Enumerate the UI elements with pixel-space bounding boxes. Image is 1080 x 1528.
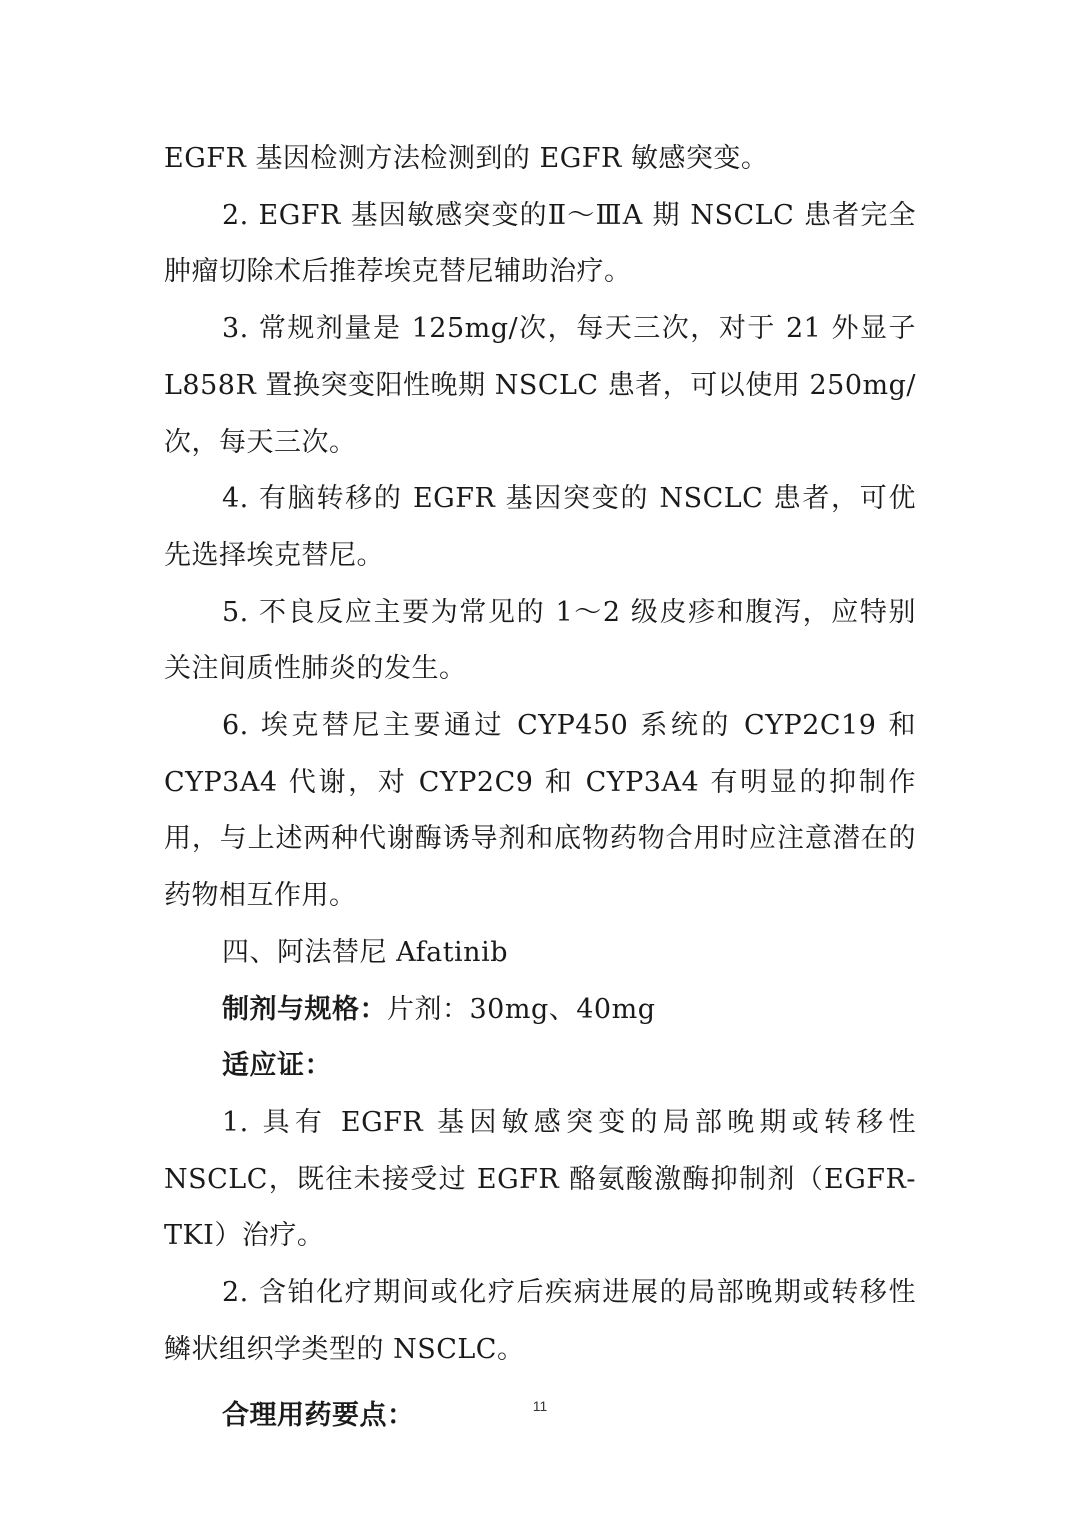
paragraph-item-3: 3. 常规剂量是 125mg/次，每天三次，对于 21 外显子 L858R 置换突变阳性晚期 NSCLC 患者，可以使用 250mg/次，每天三次。 [164,313,916,458]
paragraph-item-4: 4. 有脑转移的 EGFR 基因突变的 NSCLC 患者，可优先选择埃克替尼。 [164,483,916,571]
document-body [164,131,916,1445]
page-number: 11 [532,1398,548,1414]
formulation-value: 片剂：30mg、40mg [387,993,656,1025]
section-heading: 四、阿法替尼 Afatinib [222,936,508,968]
paragraph-continuation: EGFR 基因检测方法检测到的 EGFR 敏感突变。 [164,143,769,174]
paragraph-item-5: 5. 不良反应主要为常见的 1～2 级皮疹和腹泻，应特别关注间质性肺炎的发生。 [164,596,916,685]
indication-item-1: 1. 具有 EGFR 基因敏感突变的局部晚期或转移性 NSCLC，既往未接受过 EGFR 酪氨酸激酶抑制剂（EGFR-TKI）治疗。 [164,1106,916,1252]
key-points-label: 合理用药要点： [222,1400,415,1432]
paragraph-item-2: 2. EGFR 基因敏感突变的Ⅱ～ⅢA 期 NSCLC 患者完全肿瘤切除术后推荐埃克替尼辅助治疗。 [164,199,916,288]
indications-label: 适应证： [222,1050,332,1082]
formulation-label: 制剂与规格： [222,993,387,1025]
formulation-line [164,982,916,1039]
paragraph-item-6: 6. 埃克替尼主要通过 CYP450 系统的 CYP2C19 和 CYP3A4 代谢，对 CYP2C9 和 CYP3A4 有明显的抑制作用，与上述两种代谢酶诱导剂和底物药物合用时应注意潜在的药物相互作用。 [164,710,916,912]
indication-item-2: 2. 含铂化疗期间或化疗后疾病进展的局部晚期或转移性鳞状组织学类型的 NSCLC。 [164,1277,916,1365]
